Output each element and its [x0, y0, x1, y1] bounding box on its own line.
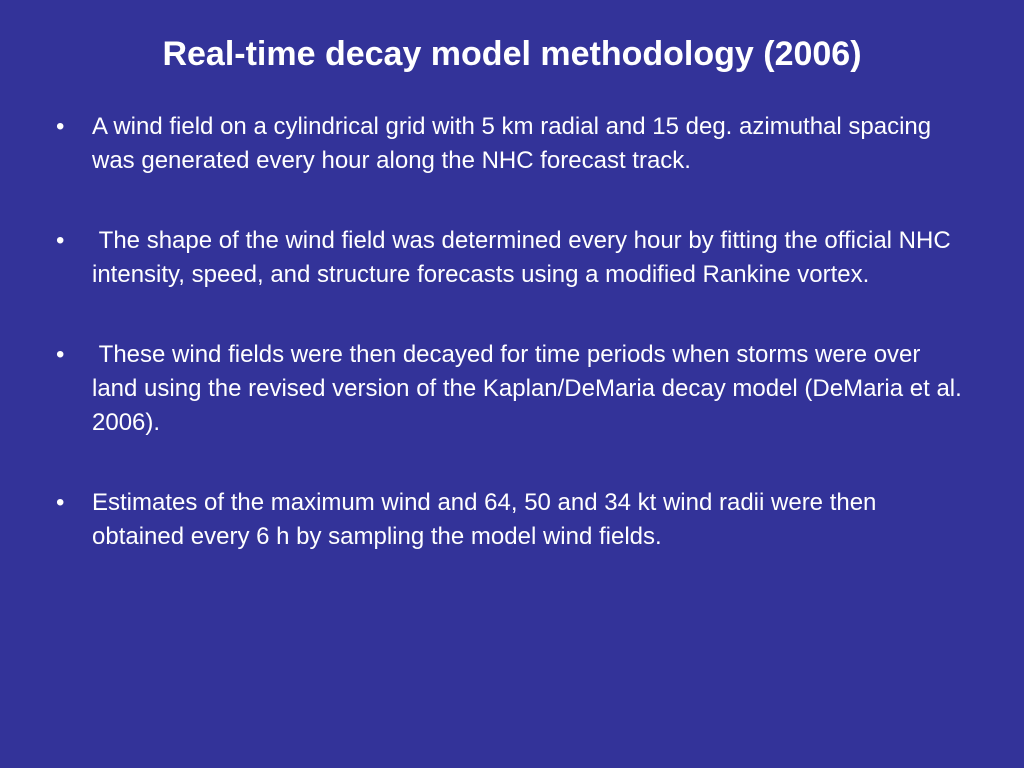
bullet-icon: • [56, 341, 65, 368]
bullet-item [56, 110, 966, 178]
bullet-icon: • [56, 489, 65, 516]
bullet-text: Estimates of the maximum wind and 64, 50 and 34 kt wind radii were then obtained every 6 h by sampling the model wind fields. [92, 489, 884, 550]
bullet-icon: • [56, 227, 65, 254]
bullet-item [56, 338, 969, 440]
bullet-text: The shape of the wind field was determined every hour by fitting the official NHC intensity, speed, and structure forecasts using a modified Rankine vortex. [92, 227, 958, 288]
bullet-list [56, 110, 969, 600]
slide-title: Real-time decay model methodology (2006) [162, 35, 862, 73]
bullet-text: These wind fields were then decayed for time periods when storms were over land using the revised version of the Kaplan/DeMaria decay model (DeMaria et al. 2006). [92, 341, 969, 436]
bullet-text: A wind field on a cylindrical grid with 5 km radial and 15 deg. azimuthal spacing was generated every hour along the NHC forecast track. [92, 113, 938, 174]
bullet-item [56, 224, 966, 292]
bullet-item [56, 486, 966, 554]
bullet-icon: • [56, 113, 65, 140]
